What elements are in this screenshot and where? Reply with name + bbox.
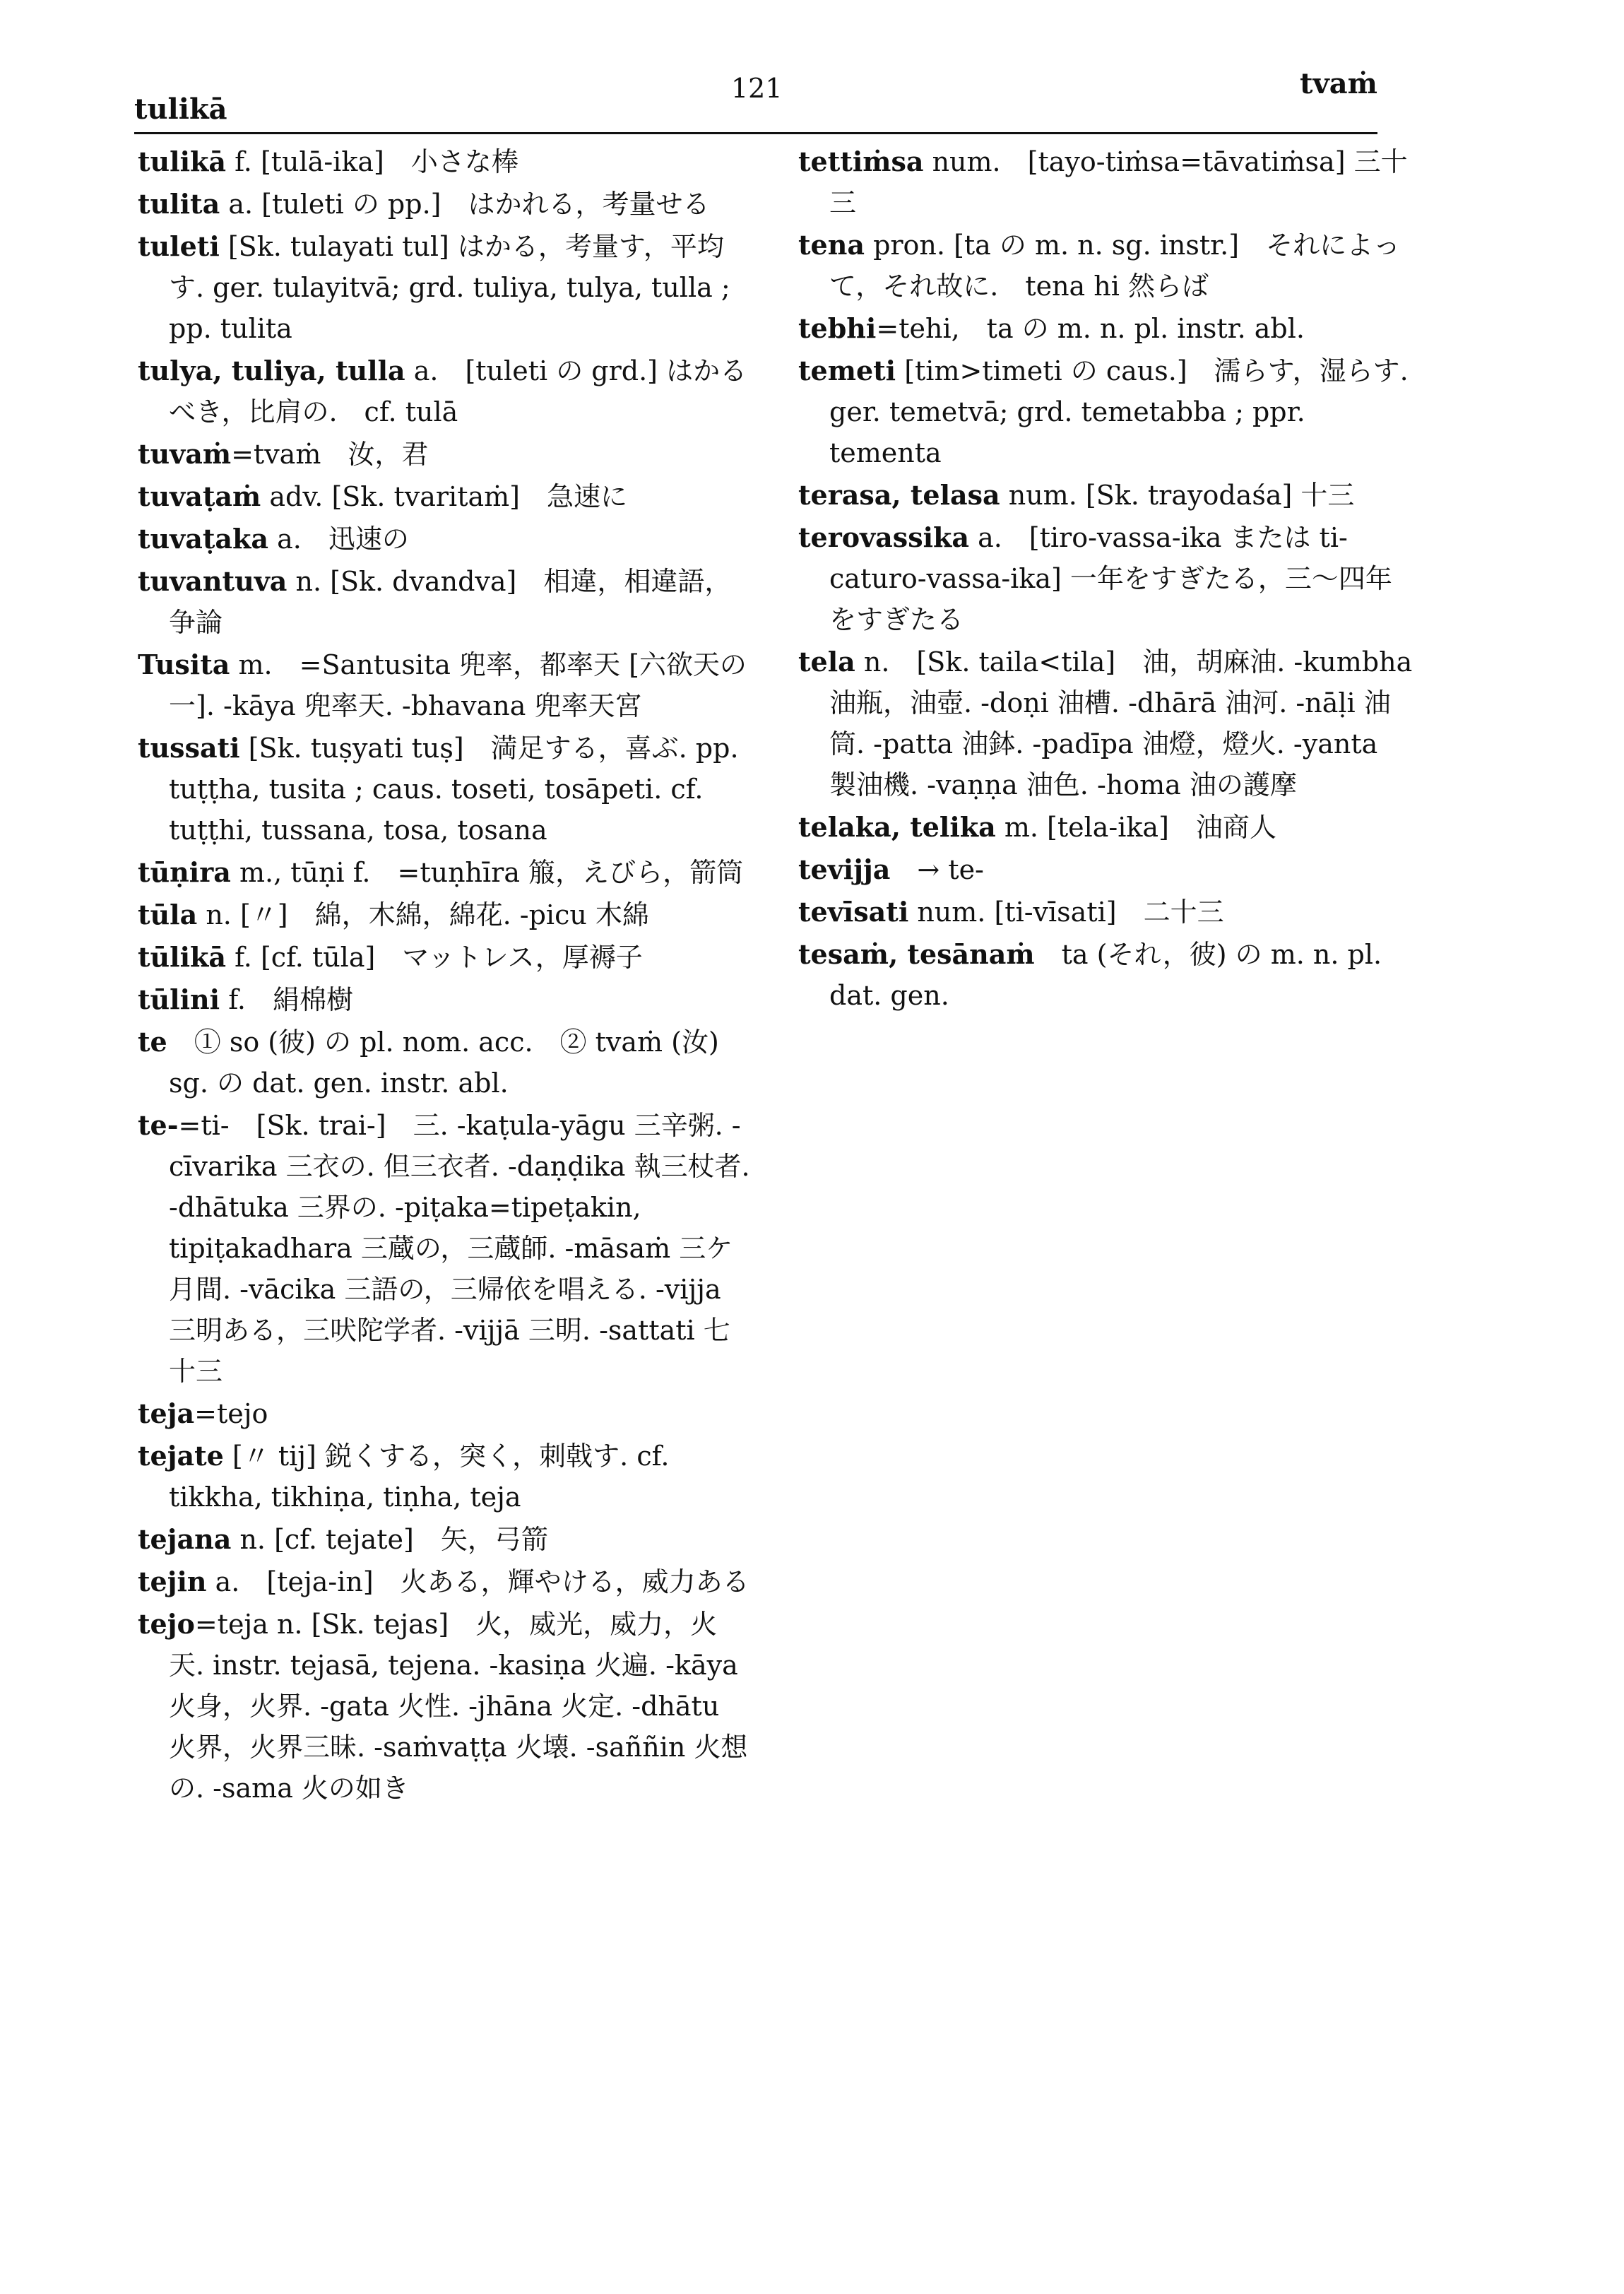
entry-headword: terovassika <box>798 521 969 553</box>
dictionary-entry <box>138 1393 752 1434</box>
entry-definition: a. 迅速の <box>268 524 409 555</box>
dictionary-entry <box>138 184 752 225</box>
entry-definition: n. [〃] 綿，木綿，綿花. -picu 木綿 <box>197 899 649 930</box>
entry-headword: telaka, telika <box>798 811 996 843</box>
entry-headword: tena <box>798 229 865 261</box>
entry-headword: tevīsati <box>798 896 909 928</box>
dictionary-entry <box>138 1561 752 1602</box>
entry-headword: teja <box>138 1397 195 1429</box>
entry-definition: num. [ti-vīsati] 二十三 <box>908 897 1224 928</box>
entry-definition: =ti- [Sk. trai-] 三. -kaṭula-yāgu 三辛粥. -cīvarika 三衣の. 但三衣者. -daṇḍika 執三杖者. -dhātuka 三界の. -piṭaka=tipeṭakin, tipiṭakadhara 三蔵の，三蔵師. -māsaṁ 三ケ月間. -vācika 三語の，三帰依を唱える. -vijja 三明ある，三吠陀学者. -vijjā 三明. -sattati 七十三 <box>169 1110 750 1387</box>
dictionary-entry <box>798 517 1413 640</box>
dictionary-entry <box>798 892 1413 933</box>
entry-definition: [tim>timeti の caus.] 濡らす，湿らす. ger. temetvā; grd. temetabba ; ppr. tementa <box>829 355 1409 468</box>
dictionary-entry <box>138 894 752 935</box>
header-rule <box>134 132 1377 134</box>
entry-headword: tela <box>798 646 855 678</box>
dictionary-entry <box>138 852 752 893</box>
entry-headword: tūla <box>138 899 198 930</box>
entry-headword: tuleti <box>138 230 220 262</box>
header-right-word: tvaṁ <box>1300 67 1377 100</box>
dictionary-entry <box>138 350 752 432</box>
entry-definition: f. [tulā-ika] 小さな棒 <box>226 146 518 177</box>
dictionary-entry <box>798 350 1413 473</box>
entry-headword: tebhi <box>798 312 877 344</box>
entry-definition: ta (それ，彼) の m. n. pl. dat. gen. <box>829 939 1382 1011</box>
entry-definition: ① so (彼) の pl. nom. acc. ② tvaṁ (汝) sg. の dat. gen. instr. abl. <box>167 1027 719 1099</box>
entry-headword: temeti <box>798 355 896 386</box>
dictionary-entry <box>138 141 752 182</box>
dictionary-entry <box>798 308 1413 349</box>
page-header <box>134 67 1377 126</box>
entry-headword: te- <box>138 1109 179 1141</box>
entry-definition: f. 絹棉樹 <box>220 984 353 1015</box>
dictionary-entry <box>138 728 752 851</box>
dictionary-entry <box>138 937 752 978</box>
entry-headword: tūlini <box>138 983 220 1015</box>
entry-definition: m. =Santusita 兜率，都率天 [六欲天の一]. -kāya 兜率天. -bhavana 兜率天宮 <box>169 649 747 721</box>
entry-headword: tulita <box>138 188 220 220</box>
entry-definition: =teja n. [Sk. tejas] 火，威光，威力，火天. instr. tejasā, tejena. -kasiṇa 火遍. -kāya 火身，火界. -gata 火性. -jhāna 火定. -dhātu 火界，火界三昧. -saṁvaṭṭa 火壊. -saññin 火想の. -sama 火の如き <box>169 1609 748 1804</box>
entry-definition: =tejo <box>194 1398 268 1429</box>
entry-definition: num. [Sk. trayodaśa] 十三 <box>1000 480 1355 511</box>
entry-headword: tuvantuva <box>138 565 288 597</box>
right-column <box>798 141 1413 1017</box>
dictionary-entry <box>798 141 1413 223</box>
entry-definition: num. [tayo-tiṁsa=tāvatiṁsa] 三十三 <box>829 146 1408 218</box>
entry-headword: tevijja <box>798 853 891 885</box>
entry-headword: tuvaṭaka <box>138 523 269 555</box>
entry-definition: [〃 tij] 鋭くする，突く，刺戟す. cf. tikkha, tikhiṇa, tiṇha, teja <box>169 1441 670 1513</box>
dictionary-entry <box>138 644 752 726</box>
entry-headword: tejate <box>138 1440 224 1472</box>
entry-definition: =tehi, ta の m. n. pl. instr. abl. <box>876 313 1305 344</box>
entry-definition: a. [tuleti の grd.] はかるべき，比肩の. cf. tulā <box>169 355 747 427</box>
entry-headword: te <box>138 1026 167 1058</box>
entry-definition: f. [cf. tūla] マットレス，厚褥子 <box>226 942 643 973</box>
dictionary-entry <box>138 1436 752 1518</box>
dictionary-entry <box>138 519 752 560</box>
entry-definition: a. [tiro-vassa-ika または ti-caturo-vassa-ika] 一年をすぎたる，三～四年をすぎたる <box>829 522 1392 635</box>
entry-definition: n. [Sk. taila<tila] 油，胡麻油. -kumbha 油瓶，油壺. -doṇi 油槽. -dhārā 油河. -nāḷi 油筒. -patta 油鉢. -padīpa 油燈，燈火. -yanta 製油機. -vaṇṇa 油色. -homa 油の護摩 <box>829 646 1413 800</box>
entry-definition: a. [teja-in] 火ある，輝やける，威力ある <box>206 1566 749 1597</box>
header-left-word: tulikā <box>134 93 227 126</box>
entry-definition: a. [tuleti の pp.] はかれる，考量せる <box>220 189 710 220</box>
dictionary-entry <box>798 475 1413 516</box>
entry-definition: pron. [ta の m. n. sg. instr.] それによって，それ故に. tena hi 然らば <box>829 230 1401 302</box>
dictionary-entry <box>138 1604 752 1809</box>
dictionary-entry <box>798 642 1413 805</box>
dictionary-entry <box>138 561 752 643</box>
left-column <box>138 141 752 1810</box>
dictionary-entry <box>138 434 752 475</box>
dictionary-entry <box>138 226 752 349</box>
entry-headword: tulikā <box>138 146 227 177</box>
page-number: 121 <box>731 73 783 104</box>
dictionary-entry <box>138 1022 752 1104</box>
dictionary-entry <box>138 979 752 1020</box>
entry-definition: → te- <box>890 854 984 885</box>
entry-headword: tejana <box>138 1523 232 1555</box>
dictionary-entry <box>138 1519 752 1560</box>
entry-headword: terasa, telasa <box>798 479 1000 511</box>
entry-headword: tūṇira <box>138 856 231 888</box>
entry-definition: [Sk. tulayati tul] はかる，考量す，平均す. ger. tulayitvā; grd. tuliya, tulya, tulla ; pp. tulita <box>169 231 730 344</box>
dictionary-entry <box>798 849 1413 890</box>
entry-headword: tejo <box>138 1608 195 1640</box>
entry-definition: n. [cf. tejate] 矢，弓箭 <box>231 1524 548 1555</box>
entry-headword: tulya, tuliya, tulla <box>138 355 405 386</box>
dictionary-entry <box>138 476 752 517</box>
dictionary-entry <box>138 1105 752 1392</box>
entry-headword: tesaṁ, tesānaṁ <box>798 938 1035 970</box>
entry-definition: m. [tela-ika] 油商人 <box>995 812 1276 843</box>
entry-definition: adv. [Sk. tvaritaṁ] 急速に <box>261 481 627 512</box>
dictionary-entry <box>798 225 1413 307</box>
entry-headword: tussati <box>138 732 240 764</box>
entry-definition: m., tūṇi f. =tuṇhīra 箙，えびら，箭筒 <box>230 857 744 888</box>
dictionary-entry <box>798 807 1413 848</box>
entry-definition: =tvaṁ 汝，君 <box>231 439 429 470</box>
dictionary-entry <box>798 934 1413 1016</box>
entry-headword: Tusita <box>138 649 230 680</box>
entry-definition: n. [Sk. dvandva] 相違，相違語，争論 <box>169 566 732 638</box>
entry-headword: tettiṁsa <box>798 146 924 177</box>
entry-headword: tuvaṁ <box>138 438 232 470</box>
entry-headword: tejin <box>138 1566 207 1597</box>
entry-headword: tuvaṭaṁ <box>138 480 261 512</box>
entry-headword: tūlikā <box>138 941 227 973</box>
entry-definition: [Sk. tuṣyati tuṣ] 満足する，喜ぶ. pp. tuṭṭha, tusita ; caus. toseti, tosāpeti. cf. tuṭṭhi, tussana, tosa, tosana <box>169 733 739 846</box>
